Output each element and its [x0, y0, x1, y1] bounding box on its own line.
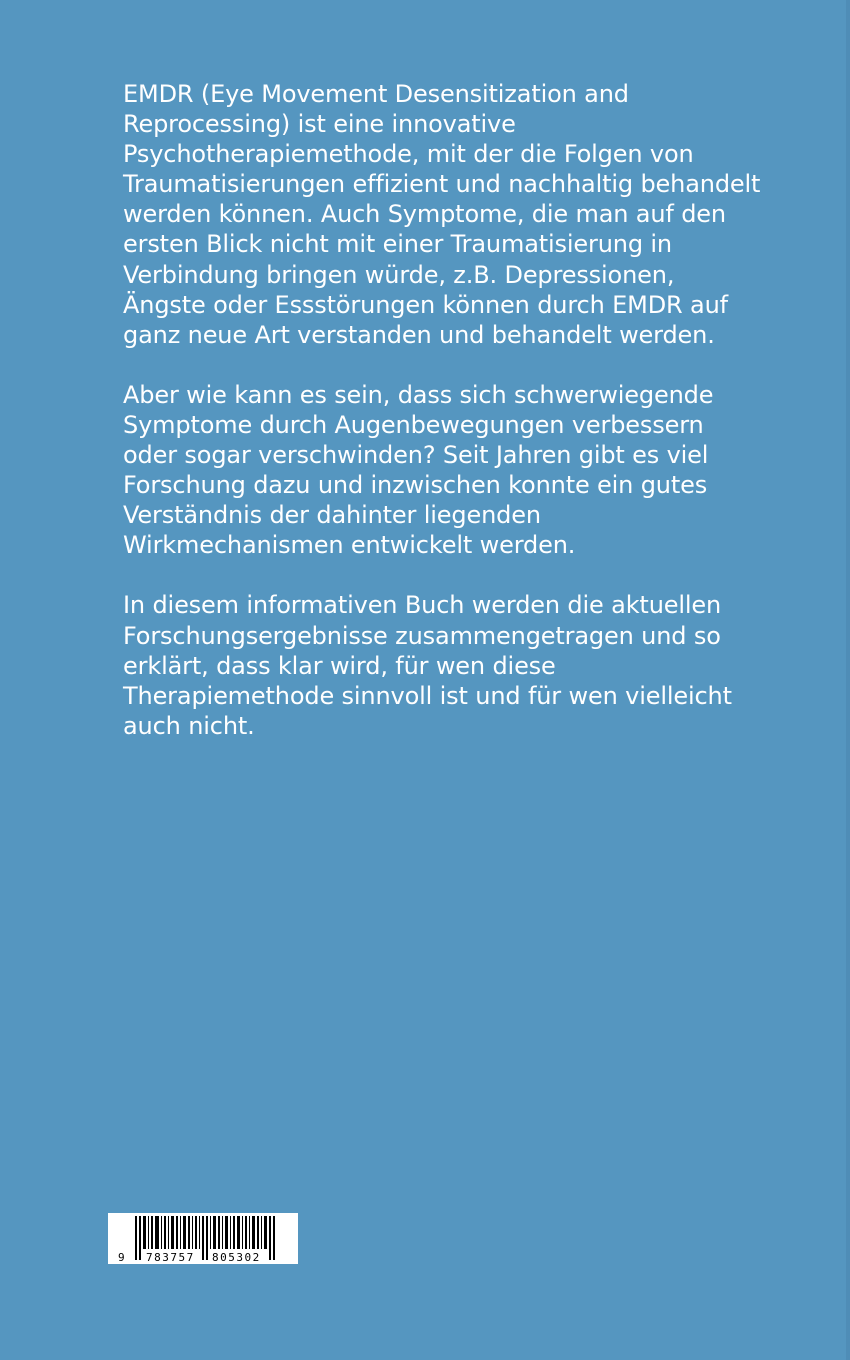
back-cover-blurb: [123, 79, 763, 771]
blurb-paragraph-3: In diesem informativen Buch werden die aktuellen Forschungsergebnisse zusammengetragen und so erklärt, dass klar wird, für wen diese Therapiemethode sinnvoll ist und für wen vielleicht auch nicht.: [123, 591, 732, 740]
isbn-first-digit: 9: [118, 1251, 125, 1264]
isbn-left-group: 783757: [146, 1251, 195, 1264]
blurb-paragraph-2: Aber wie kann es sein, dass sich schwerwiegende Symptome durch Augenbewegungen verbessern oder sogar verschwinden? Seit Jahren gibt es viel Forschung dazu und inzwischen konnte ein gutes Verständnis der dahinter liegenden Wirkmechanismen entwickelt werden.: [123, 380, 714, 560]
cover-edge: [846, 0, 850, 1360]
isbn-right-group: 805302: [212, 1251, 261, 1264]
isbn-number: [108, 1213, 298, 1264]
blurb-paragraph-1: EMDR (Eye Movement Desensitization and Reprocessing) ist eine innovative Psychotherapiemethode, mit der die Folgen von Traumatisierungen effizient und nachhaltig behandelt werden können. Auch Symptome, die man auf den ersten Blick nicht mit einer Traumatisierung in Verbindung bringen würde, z.B. Depressionen, Ängste oder Essstörungen können durch EMDR auf ganz neue Art verstanden und behandelt werden.: [123, 80, 761, 349]
isbn-barcode: [108, 1213, 298, 1264]
